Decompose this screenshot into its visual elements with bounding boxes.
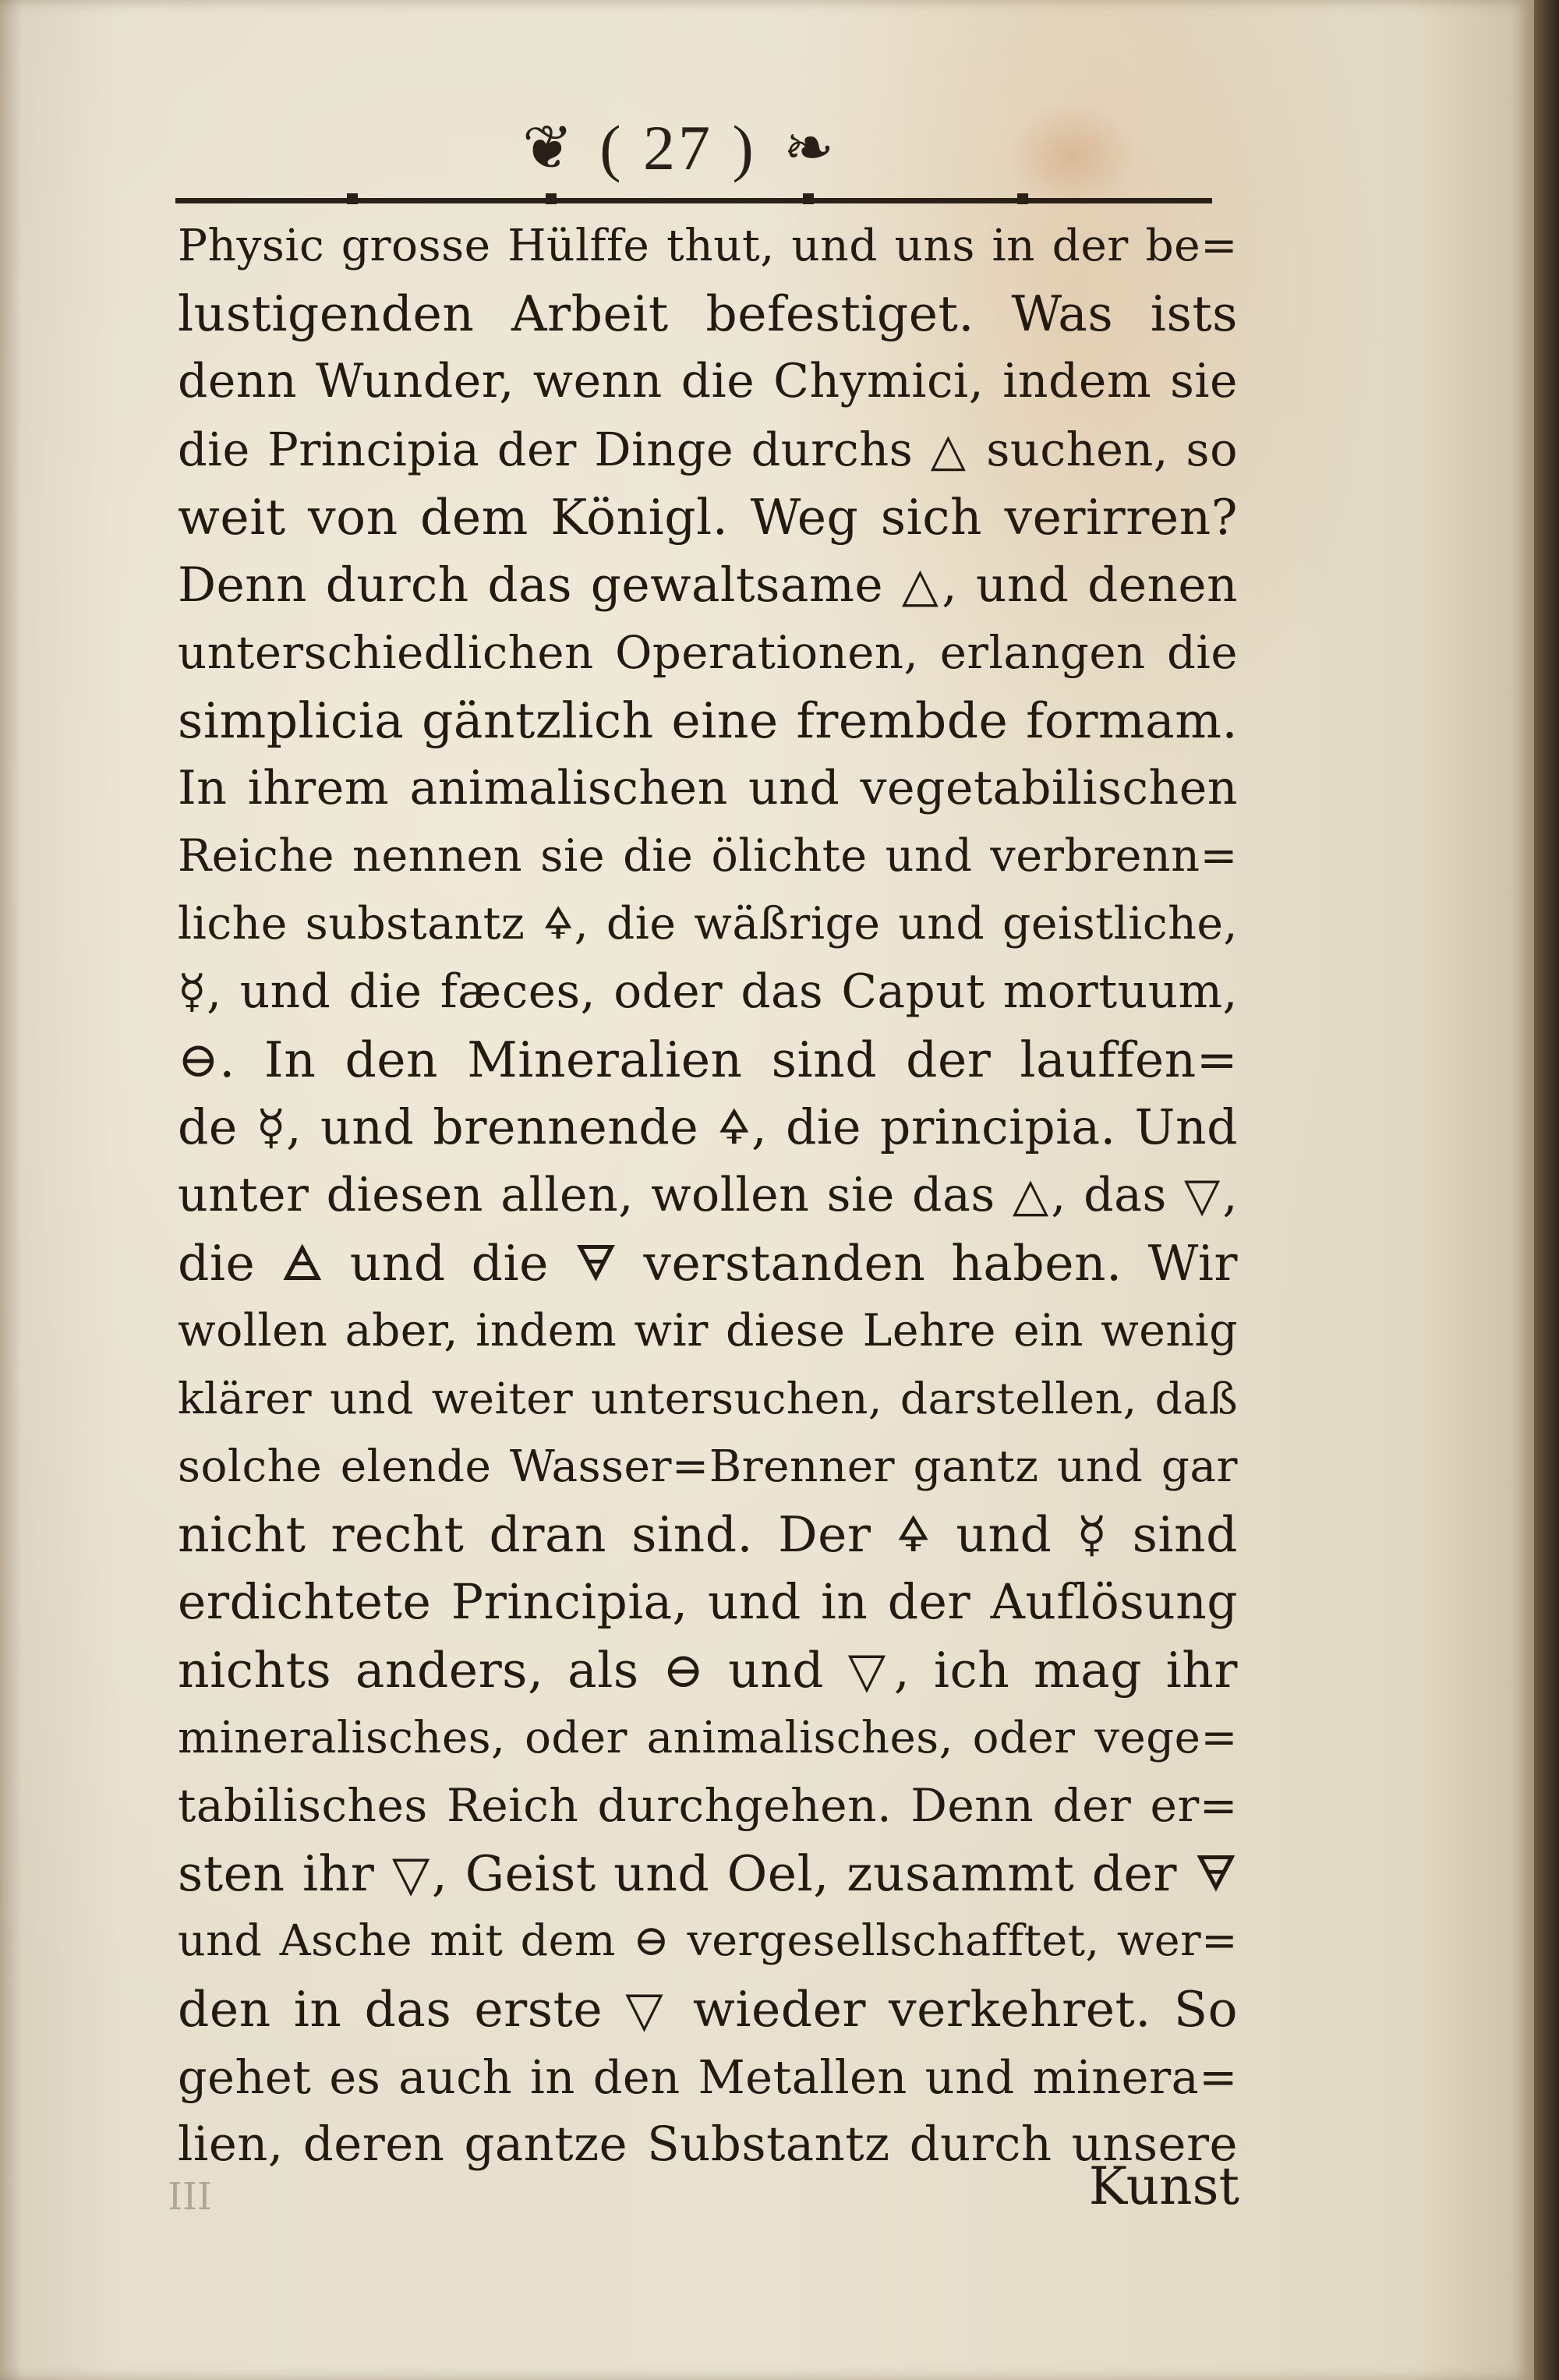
text-line: weit von dem Königl. Weg sich verirren? — [178, 489, 1238, 546]
fleuron-left-icon: ❦ — [521, 113, 574, 183]
text-line: Physic grosse Hülffe thut, und uns in der be= — [178, 220, 1238, 271]
text-line: und Asche mit dem ⊖ vergesellschafftet, wer= — [178, 1916, 1238, 1966]
catchword: Kunst — [1088, 2156, 1239, 2216]
text-line: In ihrem animalischen und vegetabilischen — [178, 761, 1238, 815]
rule-ornament — [546, 193, 557, 204]
text-line: denn Wunder, wenn die Chymici, indem sie — [178, 354, 1238, 408]
margin-mark: III — [168, 2175, 212, 2219]
text-line: die 🜁 und die 🜃 verstanden haben. Wir — [178, 1235, 1238, 1292]
rule-ornament — [803, 193, 814, 204]
text-line: nicht recht dran sind. Der 🜍 und ☿ sind — [178, 1506, 1238, 1563]
text-line: wollen aber, indem wir diese Lehre ein wenig — [178, 1305, 1238, 1356]
text-line: Denn durch das gewaltsame △, und denen — [178, 557, 1238, 613]
text-line: klärer und weiter untersuchen, darstellen, daß — [178, 1374, 1238, 1423]
text-line: den in das erste ▽ wieder verkehret. So — [178, 1981, 1238, 2038]
text-line: unterschiedlichen Operationen, erlangen die — [178, 626, 1238, 679]
fleuron-right-icon: ❧ — [783, 113, 835, 183]
text-line: solche elende Wasser=Brenner gantz und gar — [178, 1441, 1238, 1492]
text-line: liche substantz 🜍, die wäßrige und geistliche, — [178, 898, 1238, 950]
text-line: ⊖. In den Mineralien sind der lauffen= — [178, 1031, 1238, 1088]
text-line: ☿, und die fæces, oder das Caput mortuum, — [178, 965, 1238, 1019]
spine-shadow — [0, 0, 22, 2380]
text-line: sten ihr ▽, Geist und Oel, zusammt der 🜃 — [178, 1845, 1238, 1902]
rule-ornament — [1017, 193, 1028, 204]
header-rule — [175, 198, 1212, 203]
text-line: erdichtete Principia, und in der Auflösung — [178, 1575, 1238, 1630]
text-line: de ☿, und brennende 🜍, die principia. Und — [178, 1099, 1238, 1155]
text-line: mineralisches, oder animalisches, oder vege= — [178, 1713, 1238, 1763]
rule-ornament — [347, 193, 358, 204]
text-line: Reiche nennen sie die ölichte und verbrenn= — [178, 830, 1238, 882]
text-line: gehet es auch in den Metallen und minera= — [178, 2050, 1238, 2104]
text-line: unter diesen allen, wollen sie das △, das ▽, — [178, 1168, 1238, 1222]
text-line: lustigenden Arbeit befestiget. Was ists — [178, 285, 1238, 342]
text-line: nichts anders, als ⊖ und ▽, ich mag ihr — [178, 1642, 1238, 1699]
page-number: ( 27 ) — [599, 112, 757, 183]
text-line: tabilisches Reich durchgehen. Denn der er= — [178, 1779, 1238, 1832]
body-text — [178, 212, 1238, 2179]
text-line: simplicia gäntzlich eine frembde formam. — [178, 692, 1238, 749]
page-header — [437, 105, 920, 191]
text-line: lien, deren gantze Substantz durch unsere — [178, 2117, 1238, 2172]
text-line: die Principia der Dinge durchs △ suchen, so — [178, 423, 1238, 476]
page-edge — [1534, 0, 1559, 2380]
